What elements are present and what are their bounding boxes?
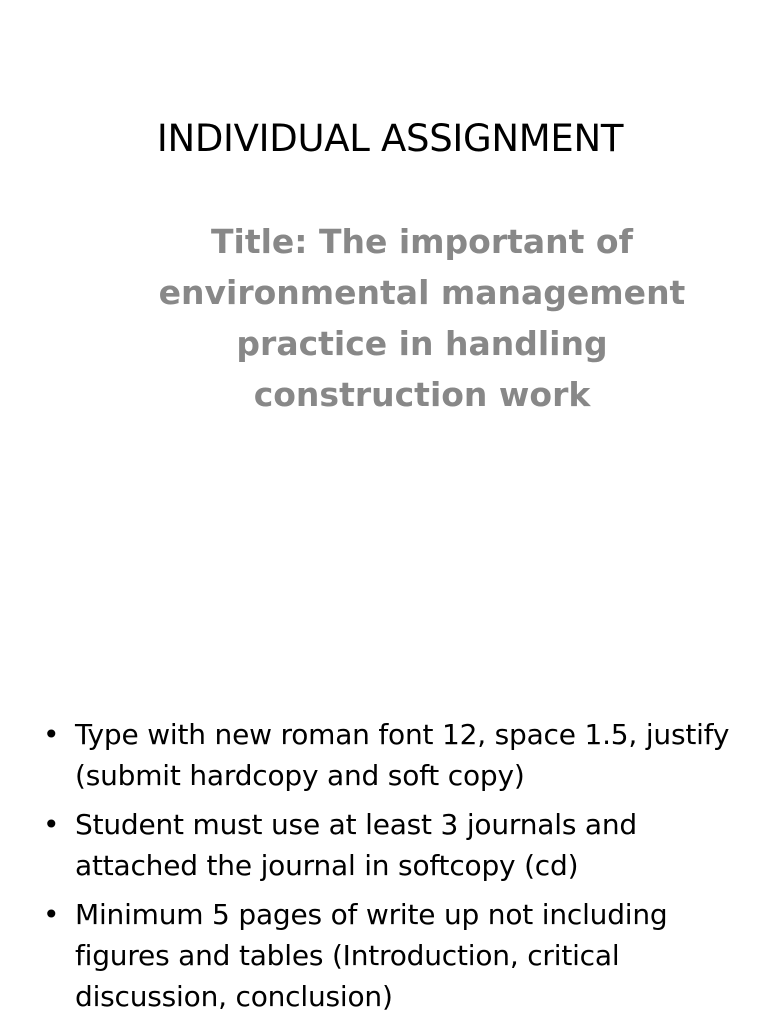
list-item-text: Minimum 5 pages of write up not including figures and tables (Introduction, critical discussion, conclusion) [75,898,668,1013]
bullet-icon: • [43,718,60,751]
list-item [40,714,750,796]
bullet-icon: • [43,808,60,841]
list-item-text: Type with new roman font 12, space 1.5, justify (submit hardcopy and soft copy) [75,718,730,792]
assignment-subtitle: Title: The important of environmental management practice in handling construction work [158,222,686,414]
list-item [40,804,750,886]
list-item-text: Student must use at least 3 journals and attached the journal in softcopy (cd) [75,808,637,882]
requirements-list [40,714,750,1025]
bullet-icon: • [43,898,60,931]
page-title: INDIVIDUAL ASSIGNMENT [156,117,624,160]
list-item [40,894,750,1017]
